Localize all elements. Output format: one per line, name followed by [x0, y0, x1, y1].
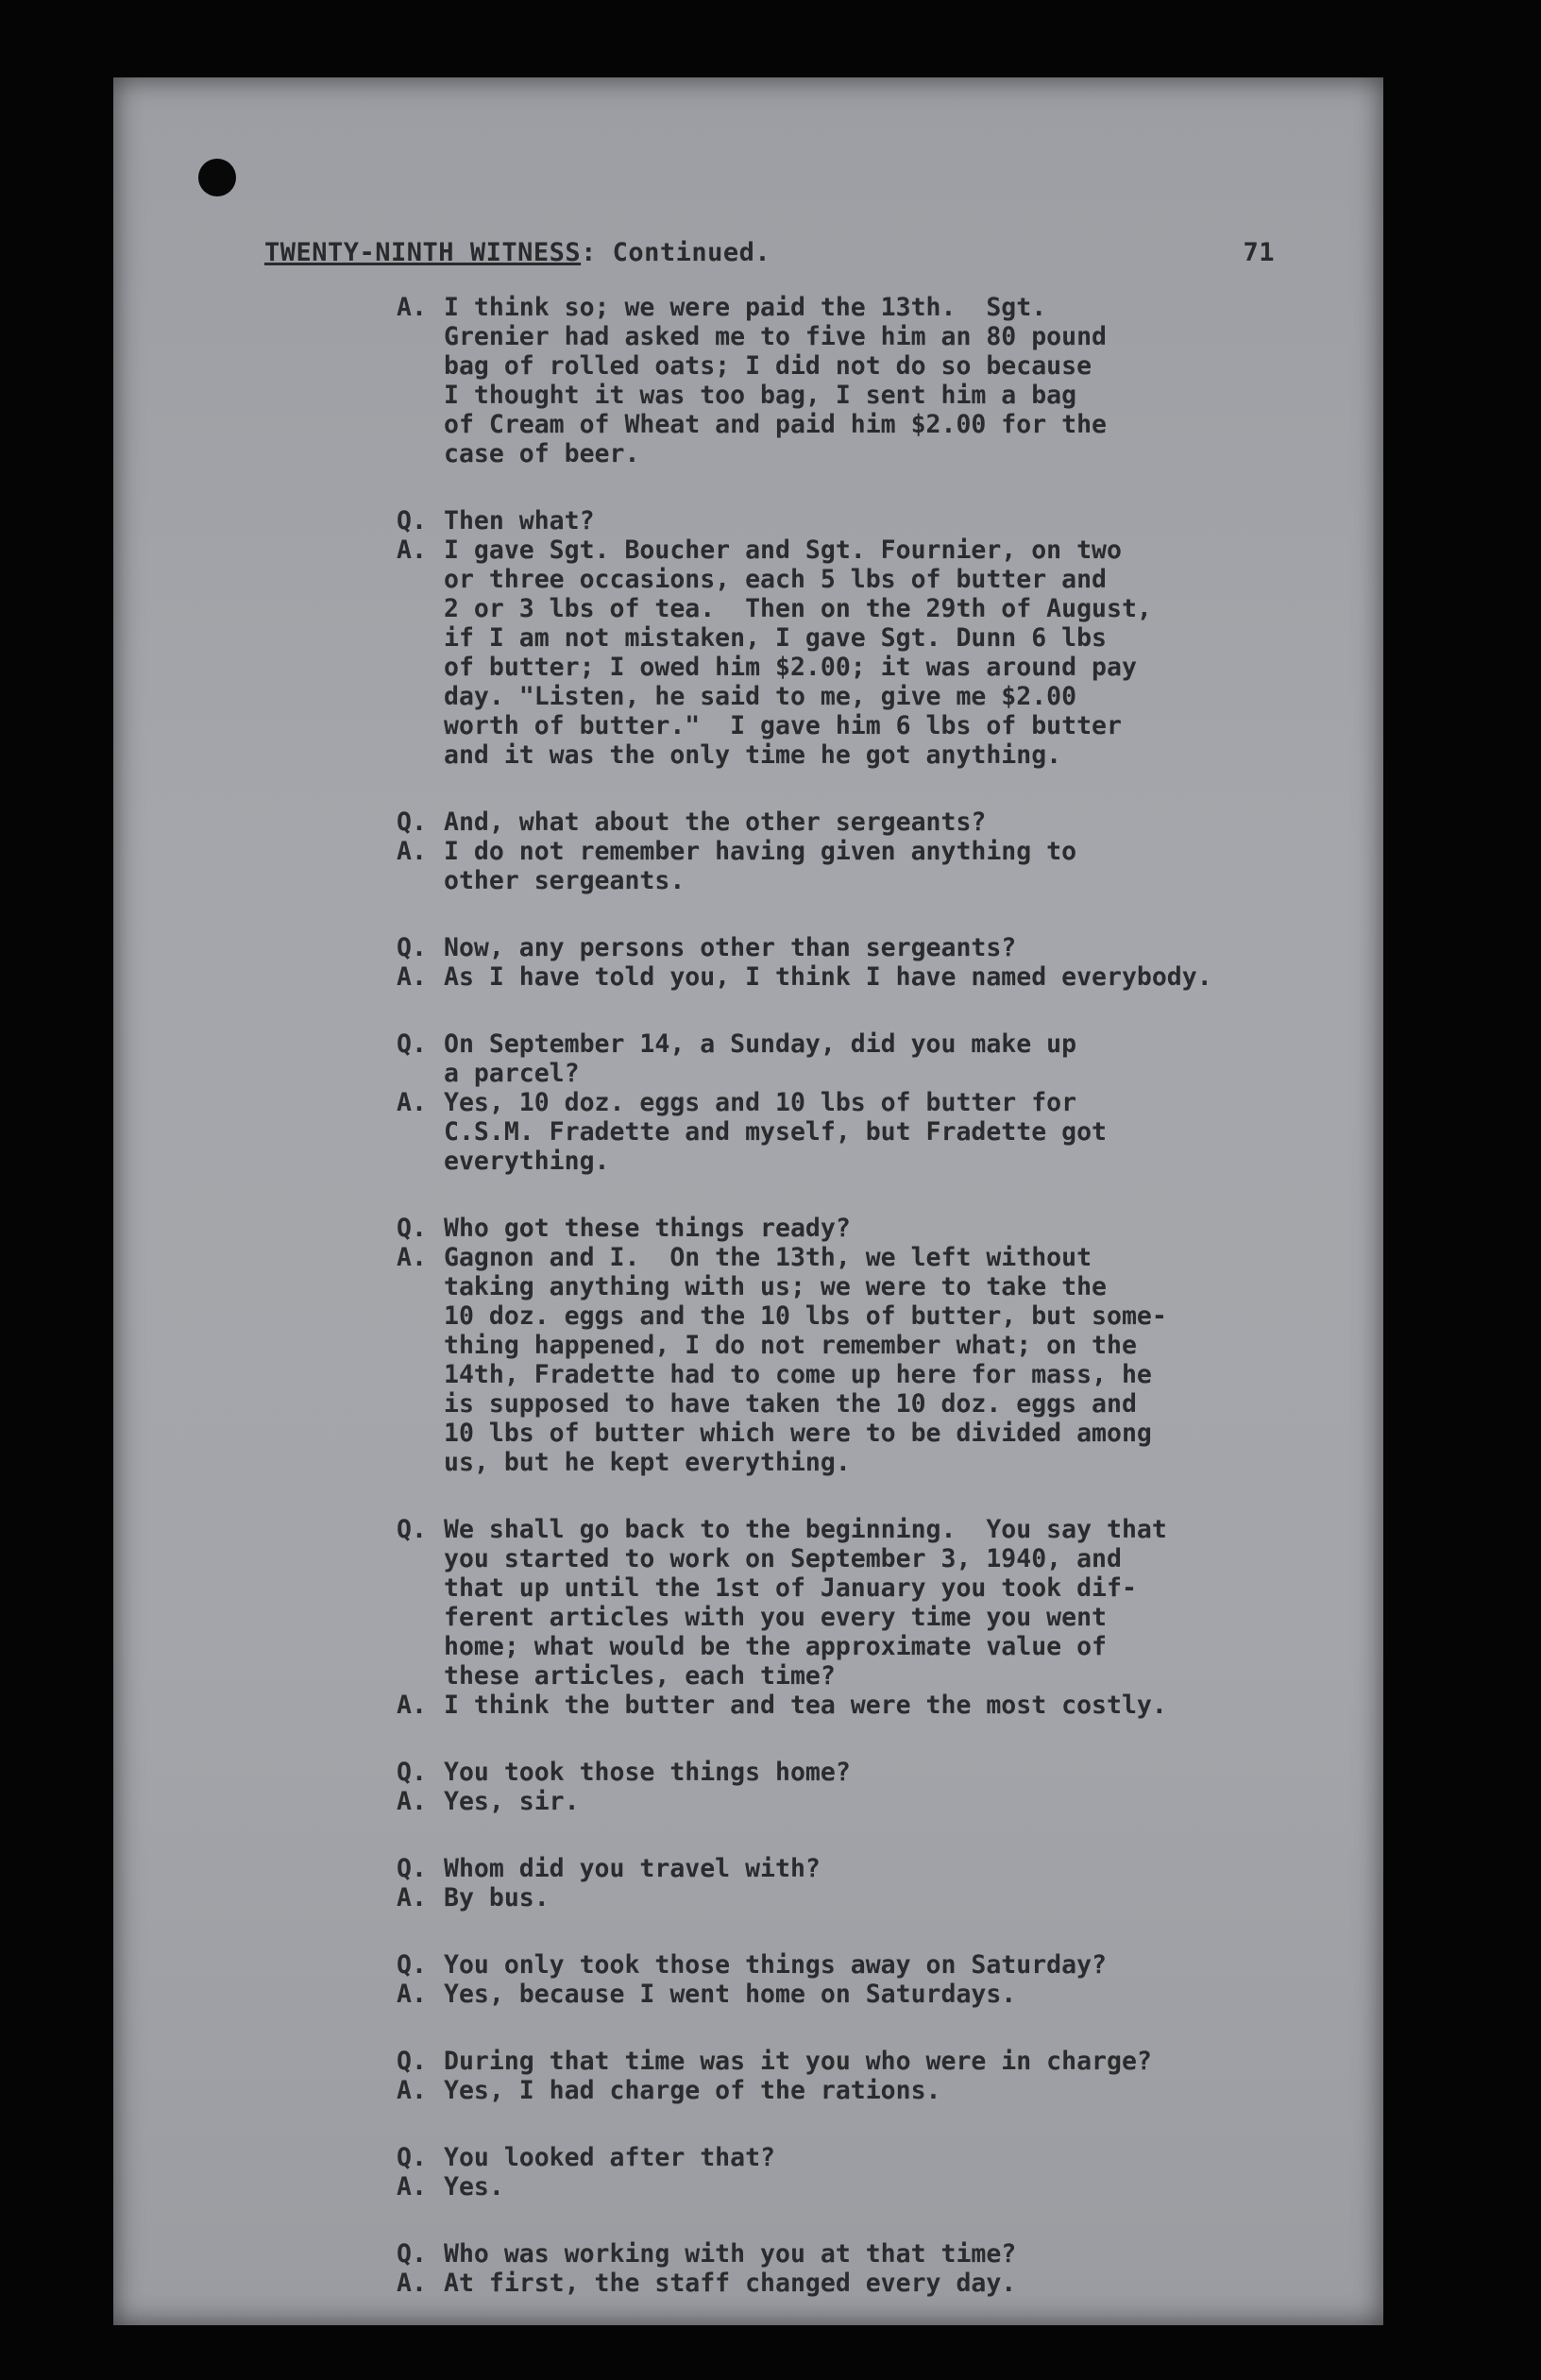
speaker-label: A.	[397, 1691, 427, 1720]
transcript-line	[397, 1448, 1303, 1477]
page-number: 71	[1243, 238, 1275, 267]
line-text: Yes.	[444, 2172, 504, 2202]
speaker-label: Q.	[397, 808, 427, 837]
transcript-line	[397, 1980, 1303, 2009]
line-text: You looked after that?	[444, 2143, 775, 2172]
transcript-line	[397, 2172, 1303, 2202]
transcript-line	[397, 536, 1303, 565]
line-text: I gave Sgt. Boucher and Sgt. Fournier, on two	[444, 536, 1122, 565]
line-text: Yes, sir.	[444, 1787, 580, 1816]
line-text: I thought it was too bag, I sent him a bag	[444, 381, 1077, 410]
line-text: Then what?	[444, 506, 595, 536]
line-text: 2 or 3 lbs of tea. Then on the 29th of August,	[444, 594, 1152, 623]
line-text: On September 14, a Sunday, did you make up	[444, 1029, 1077, 1059]
transcript-line	[397, 1243, 1303, 1272]
page-header	[264, 238, 1275, 267]
speaker-label: Q.	[397, 1758, 427, 1787]
line-text: day. "Listen, he said to me, give me $2.00	[444, 682, 1077, 711]
transcript-line	[397, 2239, 1303, 2269]
transcript-line	[397, 1883, 1303, 1912]
line-text: I think so; we were paid the 13th. Sgt.	[444, 293, 1047, 322]
qa-block	[397, 933, 1303, 992]
witness-heading: TWENTY-NINTH WITNESS	[264, 238, 582, 267]
transcript-line	[397, 1088, 1303, 1117]
speaker-label	[397, 740, 444, 770]
speaker-label	[397, 1603, 444, 1632]
qa-block	[397, 1758, 1303, 1816]
speaker-label	[397, 1573, 444, 1603]
line-text: thing happened, I do not remember what; on the	[444, 1331, 1137, 1360]
line-text: You only took those things away on Saturday?	[444, 1950, 1107, 1980]
speaker-label: Q.	[397, 506, 427, 536]
speaker-label: Q.	[397, 1854, 427, 1883]
transcript-line	[397, 1117, 1303, 1147]
transcript-line	[397, 439, 1303, 468]
transcript-line	[397, 1389, 1303, 1419]
transcript-line	[397, 1360, 1303, 1389]
transcript-line	[397, 808, 1303, 837]
speaker-label: Q.	[397, 1515, 427, 1544]
speaker-label	[397, 410, 444, 439]
transcript-line	[397, 565, 1303, 594]
line-text: these articles, each time?	[444, 1661, 836, 1691]
transcript-line	[397, 351, 1303, 381]
transcript-line	[397, 1301, 1303, 1331]
punch-hole	[198, 159, 236, 196]
qa-block	[397, 1515, 1303, 1720]
transcript-line	[397, 1573, 1303, 1603]
qa-block	[397, 293, 1303, 468]
heading-suffix: : Continued.	[581, 238, 771, 267]
speaker-label: Q.	[397, 1950, 427, 1980]
line-text: Who was working with you at that time?	[444, 2239, 1017, 2269]
line-text: a parcel?	[444, 1059, 580, 1088]
qa-block	[397, 2143, 1303, 2202]
speaker-label	[397, 351, 444, 381]
speaker-label: Q.	[397, 933, 427, 962]
speaker-label: A.	[397, 1980, 427, 2009]
transcript-line	[397, 1147, 1303, 1176]
speaker-label: Q.	[397, 2047, 427, 2076]
speaker-label	[397, 1389, 444, 1419]
line-text: Now, any persons other than sergeants?	[444, 933, 1017, 962]
line-text: During that time was it you who were in charge?	[444, 2047, 1152, 2076]
line-text: 10 lbs of butter which were to be divided among	[444, 1419, 1152, 1448]
qa-block	[397, 1854, 1303, 1912]
transcript-line	[397, 381, 1303, 410]
speaker-label: Q.	[397, 2143, 427, 2172]
speaker-label: A.	[397, 293, 427, 322]
transcript-line	[397, 711, 1303, 740]
speaker-label	[397, 1661, 444, 1691]
line-text: Yes, 10 doz. eggs and 10 lbs of butter for	[444, 1088, 1077, 1117]
line-text: Gagnon and I. On the 13th, we left without	[444, 1243, 1092, 1272]
line-text: if I am not mistaken, I gave Sgt. Dunn 6 lbs	[444, 623, 1107, 653]
transcript-line	[397, 1029, 1303, 1059]
transcript-line	[397, 623, 1303, 653]
line-text: that up until the 1st of January you took dif-	[444, 1573, 1137, 1603]
line-text: C.S.M. Fradette and myself, but Fradette got	[444, 1117, 1107, 1147]
qa-block	[397, 2239, 1303, 2298]
line-text: of Cream of Wheat and paid him $2.00 for the	[444, 410, 1107, 439]
transcript-line	[397, 1787, 1303, 1816]
line-text: Grenier had asked me to five him an 80 pound	[444, 322, 1107, 351]
line-text: of butter; I owed him $2.00; it was around pay	[444, 653, 1137, 682]
line-text: Yes, I had charge of the rations.	[444, 2076, 941, 2105]
line-text: or three occasions, each 5 lbs of butter and	[444, 565, 1107, 594]
transcript-line	[397, 1059, 1303, 1088]
line-text: is supposed to have taken the 10 doz. eggs and	[444, 1389, 1137, 1419]
speaker-label	[397, 1331, 444, 1360]
speaker-label: A.	[397, 1088, 427, 1117]
transcript-line	[397, 1691, 1303, 1720]
transcript-line	[397, 1632, 1303, 1661]
speaker-label	[397, 1117, 444, 1147]
line-text: And, what about the other sergeants?	[444, 808, 987, 837]
line-text: case of beer.	[444, 439, 640, 468]
transcript-line	[397, 1515, 1303, 1544]
speaker-label: A.	[397, 1787, 427, 1816]
transcript-line	[397, 410, 1303, 439]
speaker-label: A.	[397, 2076, 427, 2105]
speaker-label: A.	[397, 2172, 427, 2202]
qa-block	[397, 808, 1303, 895]
transcript-line	[397, 506, 1303, 536]
line-text: Whom did you travel with?	[444, 1854, 821, 1883]
speaker-label	[397, 1632, 444, 1661]
transcript-line	[397, 2143, 1303, 2172]
speaker-label	[397, 1059, 444, 1088]
speaker-label: A.	[397, 2269, 427, 2298]
speaker-label: Q.	[397, 1029, 427, 1059]
speaker-label	[397, 1448, 444, 1477]
transcript-line	[397, 740, 1303, 770]
speaker-label	[397, 1272, 444, 1301]
line-text: I do not remember having given anything to	[444, 837, 1077, 866]
speaker-label	[397, 623, 444, 653]
transcript-line	[397, 1544, 1303, 1573]
speaker-label	[397, 866, 444, 895]
transcript-line	[397, 2269, 1303, 2298]
line-text: ferent articles with you every time you went	[444, 1603, 1107, 1632]
speaker-label: A.	[397, 1883, 427, 1912]
line-text: other sergeants.	[444, 866, 686, 895]
line-text: you started to work on September 3, 1940, and	[444, 1544, 1122, 1573]
transcript-line	[397, 322, 1303, 351]
transcript-line	[397, 866, 1303, 895]
transcript-line	[397, 1854, 1303, 1883]
speaker-label	[397, 565, 444, 594]
line-text: 10 doz. eggs and the 10 lbs of butter, but some-	[444, 1301, 1167, 1331]
line-text: 14th, Fradette had to come up here for mass, he	[444, 1360, 1152, 1389]
speaker-label: A.	[397, 536, 427, 565]
line-text: everything.	[444, 1147, 610, 1176]
transcript-line	[397, 2076, 1303, 2105]
qa-block	[397, 2047, 1303, 2105]
speaker-label: Q.	[397, 2239, 427, 2269]
speaker-label: A.	[397, 1243, 427, 1272]
line-text: Who got these things ready?	[444, 1214, 851, 1243]
qa-block	[397, 506, 1303, 770]
qa-block	[397, 1950, 1303, 2009]
speaker-label	[397, 682, 444, 711]
transcript-line	[397, 962, 1303, 992]
transcript-line	[397, 1419, 1303, 1448]
speaker-label: A.	[397, 962, 427, 992]
line-text: worth of butter." I gave him 6 lbs of butter	[444, 711, 1122, 740]
line-text: I think the butter and tea were the most costly.	[444, 1691, 1167, 1720]
transcript-line	[397, 1331, 1303, 1360]
transcript-body	[397, 293, 1303, 2336]
speaker-label	[397, 1360, 444, 1389]
line-text: bag of rolled oats; I did not do so because	[444, 351, 1092, 381]
transcript-line	[397, 2047, 1303, 2076]
qa-block	[397, 1214, 1303, 1477]
line-text: and it was the only time he got anything.	[444, 740, 1062, 770]
line-text: At first, the staff changed every day.	[444, 2269, 1017, 2298]
speaker-label	[397, 653, 444, 682]
line-text: You took those things home?	[444, 1758, 851, 1787]
speaker-label: Q.	[397, 1214, 427, 1243]
speaker-label	[397, 594, 444, 623]
line-text: us, but he kept everything.	[444, 1448, 851, 1477]
transcript-line	[397, 1272, 1303, 1301]
transcript-line	[397, 933, 1303, 962]
qa-block	[397, 1029, 1303, 1176]
line-text: Yes, because I went home on Saturdays.	[444, 1980, 1017, 2009]
speaker-label	[397, 1301, 444, 1331]
speaker-label	[397, 439, 444, 468]
speaker-label	[397, 1147, 444, 1176]
speaker-label	[397, 711, 444, 740]
transcript-line	[397, 653, 1303, 682]
transcript-line	[397, 682, 1303, 711]
speaker-label	[397, 322, 444, 351]
speaker-label	[397, 1419, 444, 1448]
line-text: As I have told you, I think I have named everybody.	[444, 962, 1212, 992]
transcript-line	[397, 1603, 1303, 1632]
line-text: taking anything with us; we were to take the	[444, 1272, 1107, 1301]
transcript-line	[397, 1950, 1303, 1980]
speaker-label	[397, 381, 444, 410]
transcript-line	[397, 293, 1303, 322]
transcript-line	[397, 1214, 1303, 1243]
line-text: We shall go back to the beginning. You say that	[444, 1515, 1167, 1544]
transcript-line	[397, 594, 1303, 623]
speaker-label	[397, 1544, 444, 1573]
transcript-line	[397, 1758, 1303, 1787]
speaker-label: A.	[397, 837, 427, 866]
line-text: home; what would be the approximate value of	[444, 1632, 1107, 1661]
line-text: By bus.	[444, 1883, 550, 1912]
transcript-line	[397, 837, 1303, 866]
transcript-line	[397, 1661, 1303, 1691]
